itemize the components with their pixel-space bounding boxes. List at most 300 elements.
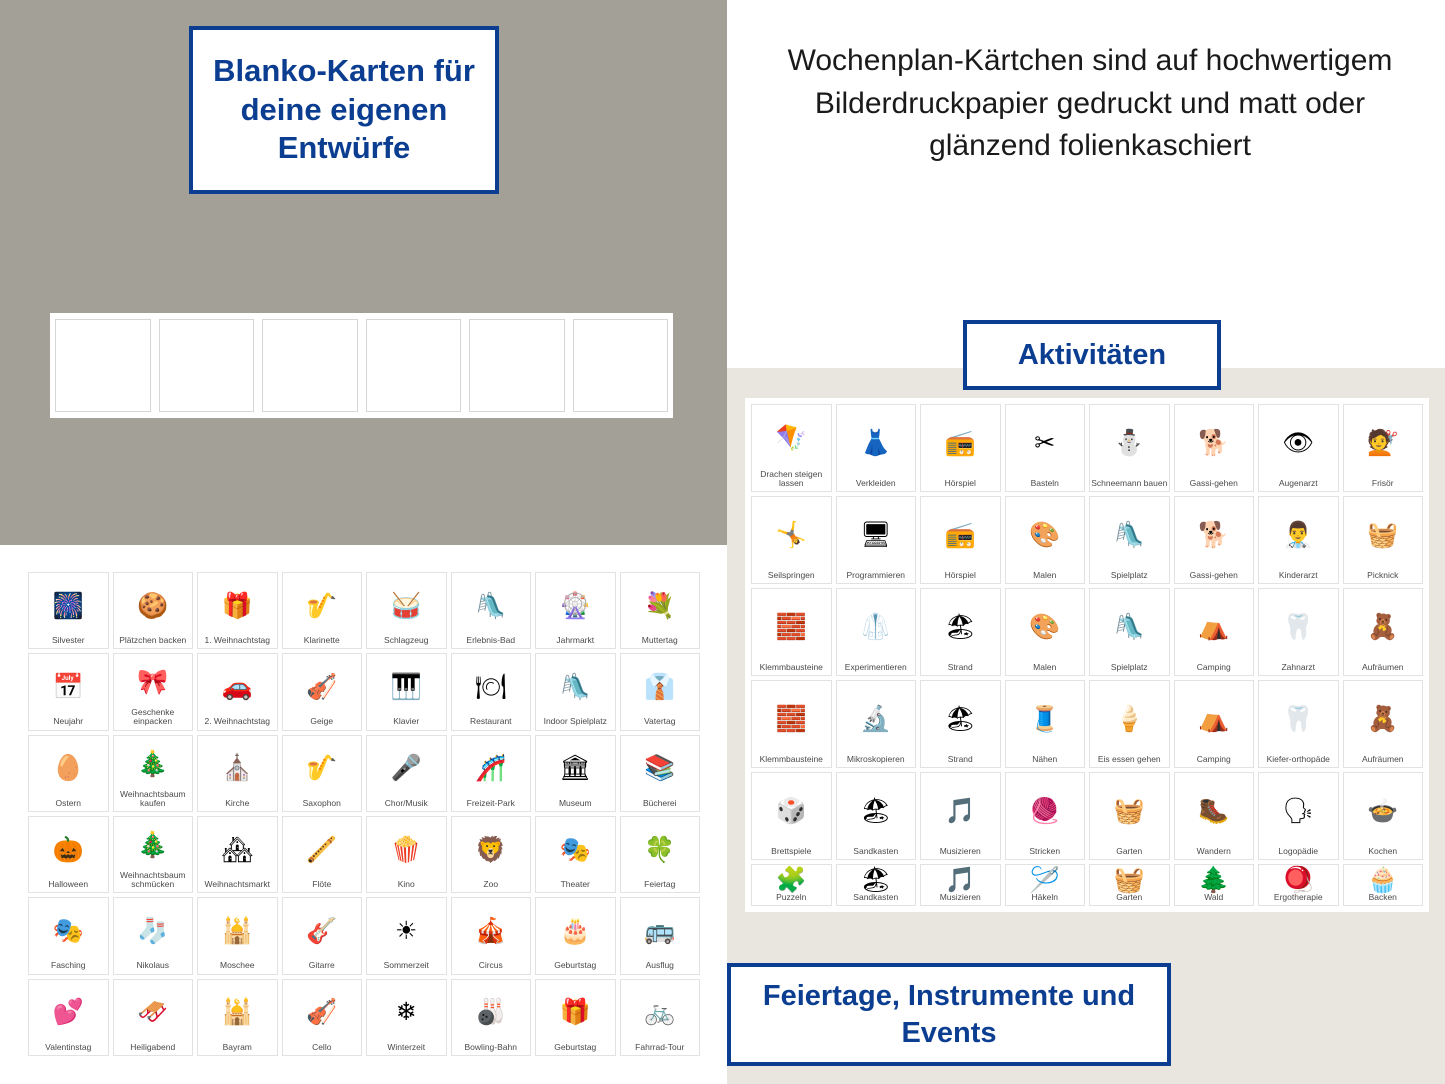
- feiertage-card-grid: [28, 572, 700, 1056]
- tent-icon: ⛺: [1198, 612, 1230, 641]
- card: [1258, 864, 1339, 906]
- mosque-icon: 🕌: [221, 916, 253, 945]
- card-label: Kiefer-orthopäde: [1266, 753, 1330, 764]
- card-label: Programmieren: [846, 569, 906, 580]
- card-label: Wandern: [1196, 845, 1231, 856]
- card-label: Gassi-gehen: [1189, 569, 1238, 580]
- card: [197, 816, 278, 893]
- card: [113, 816, 194, 893]
- radio-icon: 📻: [944, 520, 976, 549]
- card-label: Bücherei: [642, 797, 677, 808]
- card: [1005, 404, 1086, 492]
- circus-tent-icon: 🎪: [475, 916, 507, 945]
- card-label: Sandkasten: [853, 891, 899, 902]
- card-label: Klarinette: [303, 635, 340, 646]
- card: [113, 735, 194, 812]
- beach-icon: 🏖: [944, 704, 977, 733]
- card-label: Nikolaus: [136, 960, 170, 971]
- card-label: Fasching: [51, 960, 86, 971]
- sandbox-icon: 🏖: [859, 865, 892, 894]
- clarinet-icon: 🎷: [306, 591, 338, 620]
- card: [113, 979, 194, 1056]
- card-label: Klavier: [393, 716, 420, 727]
- card-label: Sommerzeit: [383, 960, 429, 971]
- label-feiertage-instrumente-events: Feiertage, Instrumente und Events: [727, 963, 1171, 1066]
- christmas-tree-icon: 🎄: [137, 749, 169, 778]
- card-label: Chor/Musik: [384, 797, 428, 808]
- card: [620, 653, 701, 730]
- card-label: Geschenke einpacken: [131, 707, 175, 727]
- tidy-up-icon: 🧸: [1367, 612, 1399, 641]
- sewing-machine-icon: 🧵: [1029, 704, 1061, 733]
- card: [366, 816, 447, 893]
- card: [920, 772, 1001, 860]
- card-label: Weihnachtsmarkt: [204, 879, 270, 890]
- card: [1089, 496, 1170, 584]
- indoor-playground-icon: 🛝: [559, 672, 591, 701]
- card: [751, 680, 832, 768]
- card: [28, 653, 109, 730]
- card-label: Klemmbausteine: [759, 661, 823, 672]
- card-label: Drachen steigen lassen: [760, 468, 823, 488]
- card-label: Gassi-gehen: [1189, 477, 1238, 488]
- card-label: Nähen: [1032, 753, 1058, 764]
- red-car-with-tree-icon: 🚗: [221, 672, 253, 701]
- crochet-icon: 🪡: [1029, 865, 1061, 894]
- card: [366, 653, 447, 730]
- card: [451, 735, 532, 812]
- braces-icon: 🦷: [1282, 704, 1314, 733]
- card: [1174, 772, 1255, 860]
- mosque-gold-icon: 🕌: [221, 998, 253, 1027]
- card: [1174, 864, 1255, 906]
- card-label: Fahrrad-Tour: [635, 1041, 685, 1052]
- card-label: Weihnachtsbaum kaufen: [119, 788, 186, 808]
- card: [366, 979, 447, 1056]
- card: [751, 772, 832, 860]
- card-label: Verkleiden: [855, 477, 896, 488]
- card-label: Seilspringen: [767, 569, 815, 580]
- card-label: Augenarzt: [1278, 477, 1318, 488]
- card: [1258, 680, 1339, 768]
- card: [1005, 772, 1086, 860]
- card-label: Schlagzeug: [384, 635, 429, 646]
- sandbox-icon: 🏖: [859, 796, 892, 825]
- drums-icon: 🥁: [390, 591, 422, 620]
- music-notes-icon: 🎵: [944, 796, 976, 825]
- card: [1343, 404, 1424, 492]
- card: [1089, 588, 1170, 676]
- card: [366, 735, 447, 812]
- eye-chart-icon: 👁: [1282, 428, 1315, 457]
- card-label: Feiertag: [644, 879, 676, 890]
- card: [451, 816, 532, 893]
- tent-icon: ⛺: [1198, 704, 1230, 733]
- card: [620, 979, 701, 1056]
- tidy-up-icon: 🧸: [1367, 704, 1399, 733]
- knitting-icon: 🧶: [1029, 796, 1061, 825]
- card-label: Muttertag: [641, 635, 678, 646]
- card-label: Kochen: [1368, 845, 1398, 856]
- card: [1174, 680, 1255, 768]
- card-label: Spielplatz: [1110, 661, 1148, 672]
- card: [113, 572, 194, 649]
- dog-walk-icon: 🐕: [1198, 428, 1230, 457]
- card: [282, 653, 363, 730]
- card: [920, 680, 1001, 768]
- card: [113, 653, 194, 730]
- picnic-basket-icon: 🧺: [1367, 520, 1399, 549]
- label-blanko-karten: Blanko-Karten für deine eigenen Entwürfe: [189, 26, 499, 194]
- ferris-wheel-icon: 🎡: [559, 591, 591, 620]
- card: [1089, 864, 1170, 906]
- card: [28, 816, 109, 893]
- easter-eggs-icon: 🥚: [52, 754, 84, 783]
- card-label: Ostern: [55, 797, 81, 808]
- card: [920, 864, 1001, 906]
- card: [620, 816, 701, 893]
- bowling-icon: 🎳: [475, 998, 507, 1027]
- radio-icon: 📻: [944, 428, 976, 457]
- tooth-icon: 🦷: [1282, 612, 1314, 641]
- card-label: Malen: [1033, 661, 1057, 672]
- card-label: Backen: [1368, 891, 1397, 902]
- card: [197, 653, 278, 730]
- card: [1258, 404, 1339, 492]
- blank-card-strip: [50, 313, 673, 418]
- card-label: Weihnachtsbaum schmücken: [119, 869, 186, 890]
- card-label: Circus: [478, 960, 503, 971]
- fireworks-icon: 🎆: [52, 591, 84, 620]
- card-label: Indoor Spielplatz: [543, 716, 607, 727]
- card-label: Frisör: [1371, 477, 1394, 488]
- computer-icon: 🖥: [859, 520, 892, 549]
- card-label: Strand: [947, 661, 973, 672]
- hearts-icon: 💕: [52, 998, 84, 1027]
- card: [1174, 496, 1255, 584]
- card: [1005, 496, 1086, 584]
- carnival-mask-icon: 🎭: [52, 916, 84, 945]
- popcorn-icon: 🍿: [390, 835, 422, 864]
- card: [535, 572, 616, 649]
- card: [1258, 496, 1339, 584]
- card-label: Brettspiele: [771, 845, 812, 856]
- music-notes-icon: 🎵: [944, 865, 976, 894]
- card: [751, 588, 832, 676]
- card-label: Theater: [560, 879, 590, 890]
- card: [366, 897, 447, 974]
- card: [1174, 404, 1255, 492]
- card-label: Hörspiel: [944, 569, 976, 580]
- waterslide-icon: 🛝: [475, 591, 507, 620]
- card-label: Sandkasten: [853, 845, 899, 856]
- card-label: Flöte: [312, 879, 332, 890]
- card: [1343, 772, 1424, 860]
- theater-curtain-icon: 🎭: [559, 835, 591, 864]
- blank-card: [262, 319, 358, 412]
- card: [1089, 772, 1170, 860]
- books-icon: 📚: [644, 754, 676, 783]
- card-label: Klemmbausteine: [759, 753, 823, 764]
- playground-icon: 🛝: [1113, 612, 1145, 641]
- card-label: Malen: [1033, 569, 1057, 580]
- card-label: Silvester: [51, 635, 85, 646]
- card: [451, 653, 532, 730]
- card: [620, 735, 701, 812]
- card: [282, 735, 363, 812]
- card-label: Garten: [1116, 845, 1143, 856]
- card: [1343, 588, 1424, 676]
- best-mom-ever-icon: 💐: [644, 591, 676, 620]
- snowflake-clock-icon: ❄: [395, 998, 417, 1027]
- microphone-icon: 🎤: [390, 754, 422, 783]
- doctor-icon: 👨‍⚕: [1282, 520, 1314, 549]
- speech-therapy-icon: 🗣: [1282, 796, 1315, 825]
- card: [1343, 680, 1424, 768]
- forest-icon: 🌲: [1198, 865, 1230, 894]
- calendar-first-january-icon: 📅: [52, 672, 84, 701]
- card-label: Schneemann bauen: [1091, 477, 1168, 488]
- card: [28, 735, 109, 812]
- card-label: Neujahr: [53, 716, 84, 727]
- card: [28, 572, 109, 649]
- card-label: 2. Weihnachtstag: [204, 716, 271, 727]
- card-label: Mikroskopieren: [846, 753, 905, 764]
- card-label: Kinderarzt: [1278, 569, 1318, 580]
- bicycle-icon: 🚲: [644, 998, 676, 1027]
- card: [28, 979, 109, 1056]
- cooking-pot-icon: 🍲: [1367, 796, 1399, 825]
- card-label: Zahnarzt: [1281, 661, 1316, 672]
- blank-card: [366, 319, 462, 412]
- card: [836, 496, 917, 584]
- pumpkin-icon: 🎃: [52, 835, 84, 864]
- card: [535, 897, 616, 974]
- garden-basket-icon: 🧺: [1113, 865, 1145, 894]
- card: [620, 572, 701, 649]
- card-label: Saxophon: [302, 797, 341, 808]
- card-label: Camping: [1196, 661, 1231, 672]
- card-label: Camping: [1196, 753, 1231, 764]
- card-label: Heiligabend: [130, 1041, 176, 1052]
- card: [1005, 680, 1086, 768]
- board-game-icon: 🎲: [775, 796, 807, 825]
- card: [1343, 496, 1424, 584]
- card-label: Zoo: [483, 879, 499, 890]
- card-label: Experimentieren: [844, 661, 907, 672]
- museum-icon: 🏛: [559, 754, 592, 783]
- card-label: Cello: [312, 1041, 332, 1052]
- card: [535, 735, 616, 812]
- card: [620, 897, 701, 974]
- playground-icon: 🛝: [1113, 520, 1145, 549]
- guitar-icon: 🎸: [306, 916, 338, 945]
- card-label: Geburtstag: [554, 960, 597, 971]
- zoo-icon: 🦁: [475, 835, 507, 864]
- card: [836, 680, 917, 768]
- christmas-stocking-icon: 🧦: [137, 916, 169, 945]
- card-label: Gitarre: [308, 960, 335, 971]
- card-label: Halloween: [48, 879, 89, 890]
- card: [836, 772, 917, 860]
- dress-up-icon: 👗: [860, 428, 892, 457]
- card-label: Picknick: [1367, 569, 1399, 580]
- dog-walk-icon: 🐕: [1198, 520, 1230, 549]
- piano-icon: 🎹: [390, 672, 422, 701]
- gifts-icon: 🎁: [221, 591, 253, 620]
- card: [920, 588, 1001, 676]
- paint-box-icon: 🎨: [1029, 520, 1061, 549]
- card-label: Bayram: [222, 1041, 252, 1052]
- card-label: Winterzeit: [387, 1041, 426, 1052]
- card-label: Stricken: [1029, 845, 1061, 856]
- building-bricks-icon: 🧱: [775, 704, 807, 733]
- card-label: 1. Weihnachtstag: [204, 635, 271, 646]
- gift-wrapping-icon: 🎀: [137, 668, 169, 697]
- beach-icon: 🏖: [944, 612, 977, 641]
- card-label: Eis essen gehen: [1097, 753, 1161, 764]
- blank-card: [573, 319, 669, 412]
- card-label: Basteln: [1030, 477, 1059, 488]
- card: [751, 496, 832, 584]
- card: [751, 404, 832, 492]
- card-label: Musizieren: [939, 845, 981, 856]
- card: [535, 979, 616, 1056]
- cookies-icon: 🍪: [137, 591, 169, 620]
- card: [366, 572, 447, 649]
- blank-card: [469, 319, 565, 412]
- santa-sleigh-icon: 🛷: [137, 998, 169, 1027]
- card-label: Puzzeln: [776, 891, 807, 902]
- card-label: Häkeln: [1031, 891, 1058, 902]
- card: [1343, 864, 1424, 906]
- card: [836, 404, 917, 492]
- gift-box-icon: 🎁: [559, 998, 591, 1027]
- card-label: Hörspiel: [944, 477, 976, 488]
- card-label: Wald: [1204, 891, 1224, 902]
- card: [535, 816, 616, 893]
- card-label: Moschee: [220, 960, 255, 971]
- card: [451, 897, 532, 974]
- card-label: Restaurant: [469, 716, 512, 727]
- comb-scissors-icon: 💇: [1367, 428, 1399, 457]
- blank-card: [55, 319, 151, 412]
- card-label: Kirche: [225, 797, 250, 808]
- flute-icon: 🪈: [306, 835, 338, 864]
- puzzle-icon: 🧩: [775, 865, 807, 894]
- sun-clock-icon: ☀: [395, 916, 418, 945]
- card: [836, 864, 917, 906]
- bus-icon: 🚌: [644, 916, 676, 945]
- card: [920, 404, 1001, 492]
- microscope-icon: 🔬: [860, 704, 892, 733]
- card: [1005, 864, 1086, 906]
- card: [1258, 772, 1339, 860]
- paint-box-icon: 🎨: [1029, 612, 1061, 641]
- card-label: Bowling-Bahn: [464, 1041, 517, 1052]
- card: [836, 588, 917, 676]
- card-label: Museum: [558, 797, 592, 808]
- card: [535, 653, 616, 730]
- aktivitaeten-card-sheet: [745, 398, 1429, 912]
- card: [920, 496, 1001, 584]
- garden-basket-icon: 🧺: [1113, 796, 1145, 825]
- hiking-icon: 🥾: [1198, 796, 1230, 825]
- cello-icon: 🎻: [306, 998, 338, 1027]
- card: [197, 979, 278, 1056]
- birthday-cake-icon: 🎂: [559, 916, 591, 945]
- card-label: Erlebnis-Bad: [466, 635, 516, 646]
- card: [28, 897, 109, 974]
- christmas-market-icon: 🏘: [221, 835, 254, 864]
- scissors-glue-icon: ✂: [1034, 428, 1056, 457]
- experiment-icon: 🥼: [860, 612, 892, 641]
- card: [197, 735, 278, 812]
- card: [197, 572, 278, 649]
- card-label: Kino: [397, 879, 415, 890]
- card-label: Geige: [310, 716, 334, 727]
- mixer-icon: 🧁: [1367, 865, 1399, 894]
- card-label: Valentinstag: [45, 1041, 92, 1052]
- card-label: Ergotherapie: [1273, 891, 1323, 902]
- aktivitaeten-card-grid: [751, 404, 1423, 906]
- card: [451, 979, 532, 1056]
- card: [282, 897, 363, 974]
- card: [1089, 680, 1170, 768]
- card-label: Musizieren: [939, 891, 981, 902]
- card-label: Jahrmarkt: [556, 635, 595, 646]
- card: [751, 864, 832, 906]
- card-label: Geburtstag: [554, 1041, 597, 1052]
- ice-cream-icon: 🍦: [1113, 704, 1145, 733]
- violin-icon: 🎻: [306, 672, 338, 701]
- building-bricks-icon: 🧱: [775, 612, 807, 641]
- kite-icon: 🪁: [775, 424, 807, 453]
- card: [1174, 588, 1255, 676]
- headline-note: Wochenplan-Kärtchen sind auf hochwertigem Bilderdruckpapier gedruckt und matt oder glänzend folienkaschiert: [787, 44, 1393, 163]
- jump-rope-icon: 🤸: [775, 520, 807, 549]
- therapy-icon: 🪀: [1282, 865, 1314, 894]
- card: [1258, 588, 1339, 676]
- card: [282, 816, 363, 893]
- restaurant-icon: 🍽: [474, 672, 507, 701]
- card: [1005, 588, 1086, 676]
- rollercoaster-icon: 🎢: [475, 754, 507, 783]
- awesome-dad-icon: 👔: [644, 672, 676, 701]
- card-label: Vatertag: [643, 716, 676, 727]
- card-label: Aufräumen: [1361, 753, 1404, 764]
- card: [451, 572, 532, 649]
- church-icon: ⛪: [221, 754, 253, 783]
- card: [113, 897, 194, 974]
- saxophone-icon: 🎷: [306, 754, 338, 783]
- card-label: Freizeit-Park: [466, 797, 515, 808]
- card: [197, 897, 278, 974]
- card-label: Logopädie: [1278, 845, 1319, 856]
- card: [282, 979, 363, 1056]
- feiertage-card-sheet: [22, 566, 706, 1062]
- card: [1089, 404, 1170, 492]
- blank-card: [159, 319, 255, 412]
- card-label: Plätzchen backen: [119, 635, 187, 646]
- card: [282, 572, 363, 649]
- snowman-icon: ⛄: [1113, 428, 1145, 457]
- card-label: Spielplatz: [1110, 569, 1148, 580]
- clover-icon: 🍀: [644, 835, 676, 864]
- card-label: Ausflug: [645, 960, 674, 971]
- baubles-icon: 🎄: [137, 830, 169, 859]
- card-label: Strand: [947, 753, 973, 764]
